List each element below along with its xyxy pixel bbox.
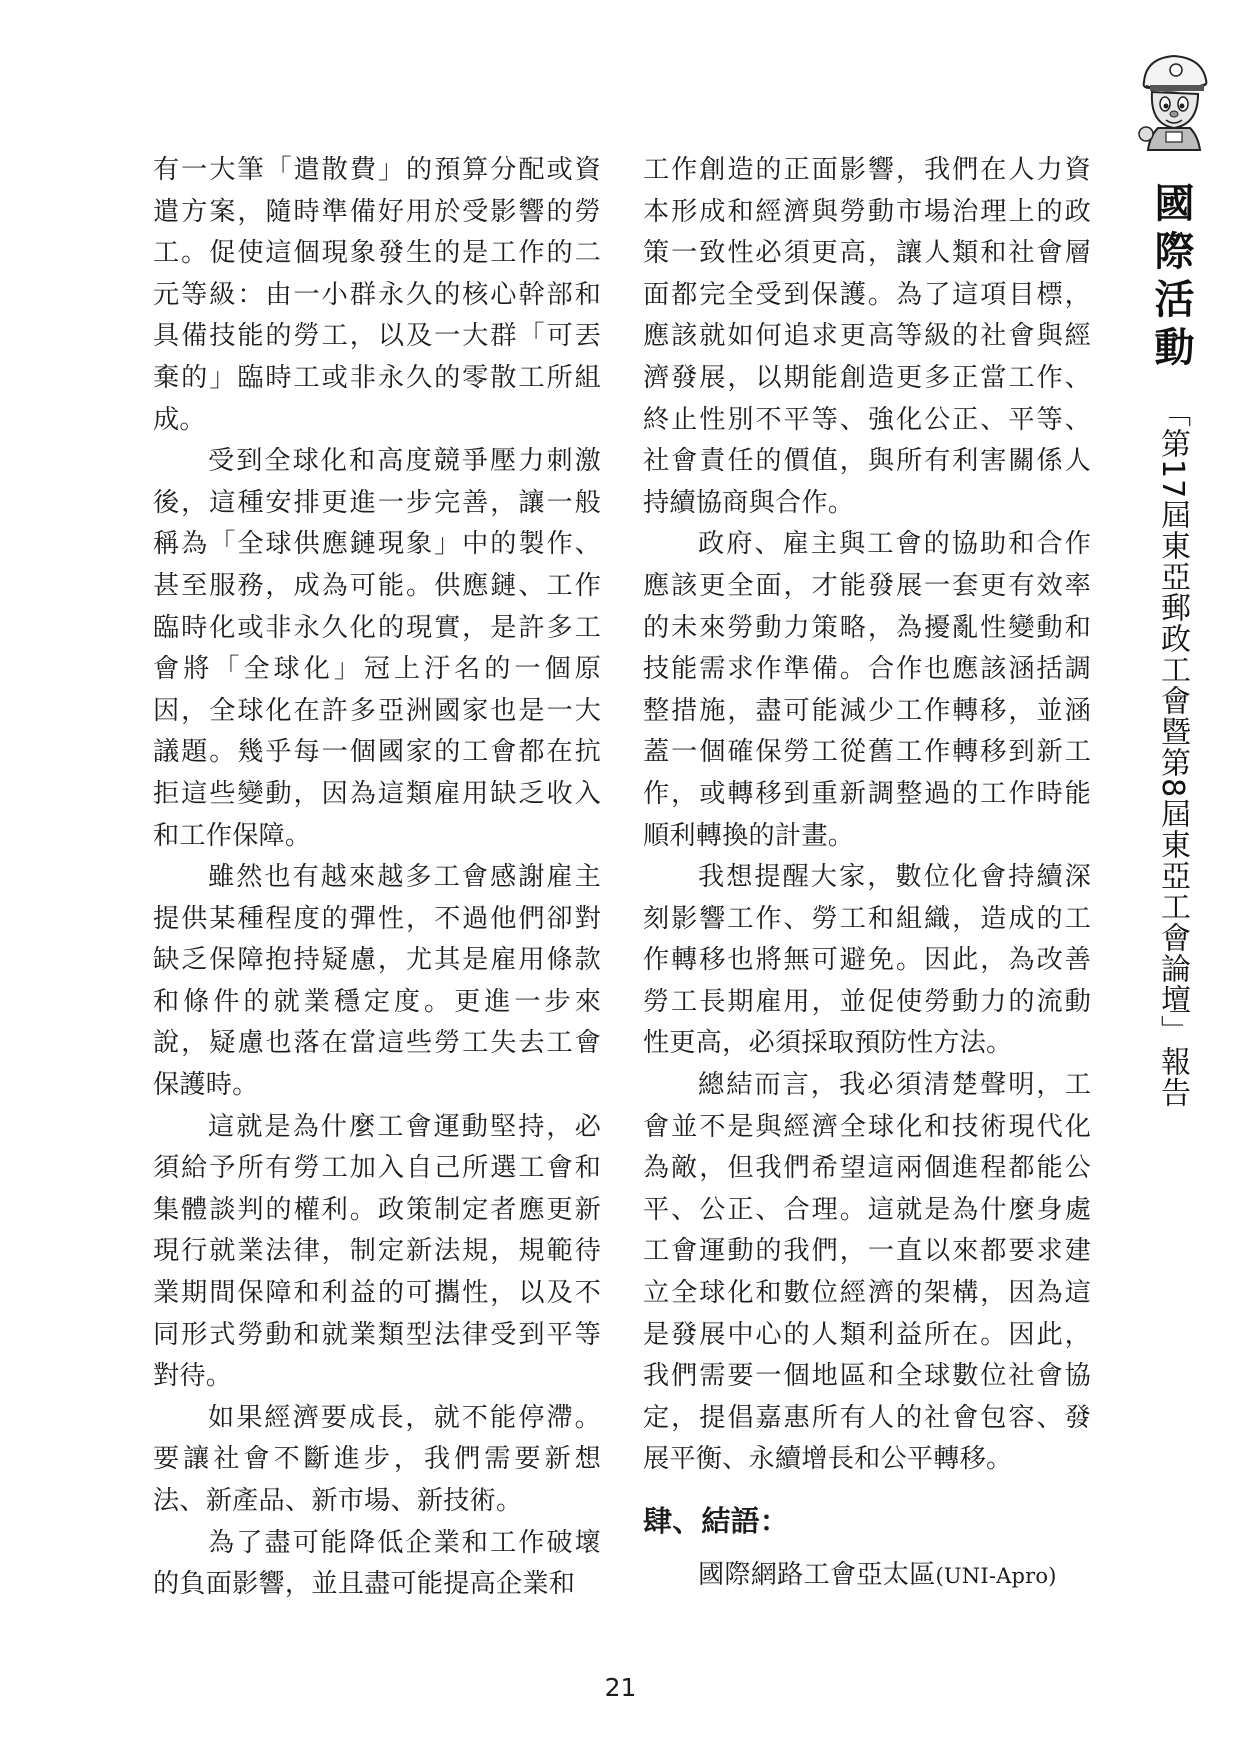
left-column (153, 150, 601, 1606)
running-title: 「第17屆東亞郵政工會暨第8屆東亞工會論壇」報告 (1155, 397, 1190, 1109)
body-paragraph: 這就是為什麼工會運動堅持，必須給予所有勞工加入自己所選工會和集體談判的權利。政策制定者應更新現行就業法律，制定新法規，規範待業期間保障和利益的可攜性，以及不同形式勞動和就業類型法律受到平等對待。 (153, 1111, 601, 1392)
body-paragraph: 雖然也有越來越多工會感謝雇主提供某種程度的彈性，不過他們卻對缺乏保障抱持疑慮，尤其是雇用條款和條件的就業穩定度。更進一步來說，疑慮也落在當這些勞工失去工會保護時。 (153, 862, 601, 1101)
body-paragraph: 工作創造的正面影響，我們在人力資本形成和經濟與勞動市場治理上的政策一致性必須更高，讓人類和社會層面都完全受到保護。為了這項目標，應該就如何追求更高等級的社會與經濟發展，以期能創造更多正當工作、終止性別不平等、強化公正、平等、社會責任的價值，與所有利害關係人持續協商與合作。 (643, 155, 1091, 518)
body-paragraph: 有一大筆「遣散費」的預算分配或資遣方案，隨時準備好用於受影響的勞工。促使這個現象發生的是工作的二元等級：由一小群永久的核心幹部和具備技能的勞工，以及一大群「可丟棄的」臨時工或非永久的零散工所組成。 (153, 155, 601, 435)
byline-abbreviation: (UNI-Apro) (935, 1564, 1057, 1588)
right-column (643, 150, 1091, 1598)
category-title: 國際活動 (1148, 182, 1195, 374)
byline-organization: 國際網路工會亞太區 (698, 1560, 936, 1590)
sidebar (1136, 52, 1212, 1112)
body-paragraph: 我想提醒大家，數位化會持續深刻影響工作、勞工和組織，造成的工作轉移也將無可避免。因此，為改善勞工長期雇用，並促使勞動力的流動性更高，必須採取預防性方法。 (643, 862, 1091, 1059)
body-paragraph: 政府、雇主與工會的協助和合作應該更全面，才能發展一套更有效率的未來勞動力策略，為擾亂性變動和技能需求作準備。合作也應該涵括調整措施，盡可能減少工作轉移，並涵蓋一個確保勞工從舊工作轉移到新工作，或轉移到重新調整過的工作時能順利轉換的計畫。 (643, 529, 1091, 851)
body-paragraph: 總結而言，我必須清楚聲明，工會並不是與經濟全球化和技術現代化為敵，但我們希望這兩個進程都能公平、公正、合理。這就是為什麼身處工會運動的我們，一直以來都要求建立全球化和數位經濟的架構，因為這是發展中心的人類利益所在。因此，我們需要一個地區和全球數位社會協定，提倡嘉惠所有人的社會包容、發展平衡、永續增長和公平轉移。 (643, 1070, 1091, 1475)
mail-carrier-mascot-icon (1136, 52, 1212, 154)
body-paragraph: 受到全球化和高度競爭壓力刺激後，這種安排更進一步完善，讓一般稱為「全球供應鏈現象」中的製作、甚至服務，成為可能。供應鏈、工作臨時化或非永久化的現實，是許多工會將「全球化」冠上汙名的一個原因，全球化在許多亞洲國家也是一大議題。幾乎每一個國家的工會都在抗拒這些變動，因為這類雇用缺乏收入和工作保障。 (153, 446, 601, 851)
byline (643, 1555, 1091, 1598)
page-number: 21 (604, 1673, 637, 1702)
body-paragraph: 為了盡可能降低企業和工作破壞的負面影響，並且盡可能提高企業和 (153, 1527, 601, 1600)
section-heading: 肆、結語： (643, 1504, 790, 1538)
body-paragraph: 如果經濟要成長，就不能停滯。要讓社會不斷進步，我們需要新想法、新產品、新市場、新技術。 (153, 1402, 601, 1516)
